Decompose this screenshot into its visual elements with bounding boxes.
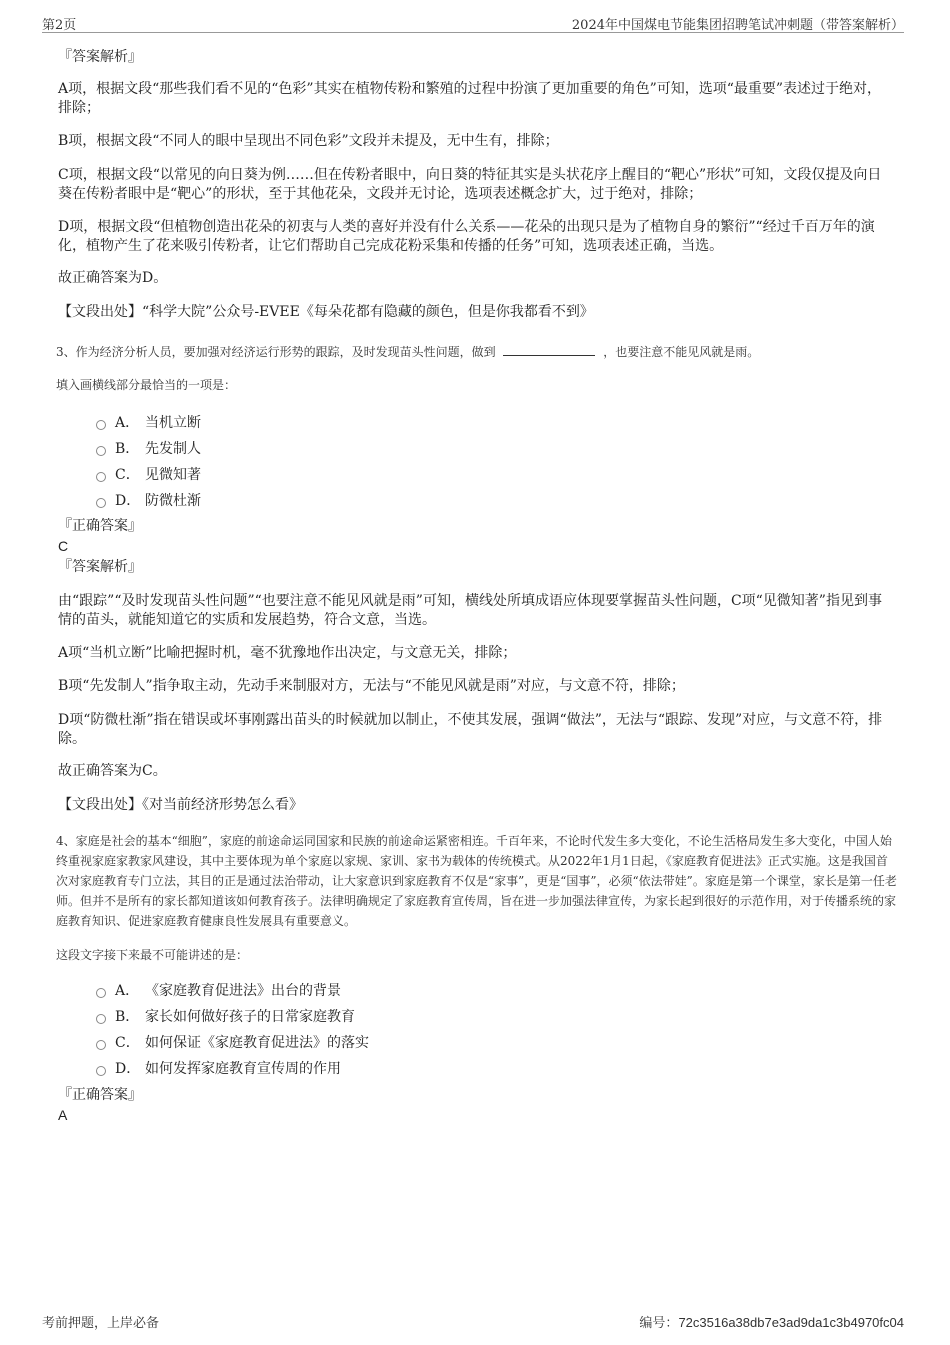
q2-source: 【文段出处】“科学大院”公众号-EVEE《每朵花都有隐藏的颜色，但是你我都看不到》 (58, 304, 594, 320)
option-letter: D． (115, 493, 141, 509)
q4-prompt: 这段文字接下来最不可能讲述的是： (56, 948, 249, 962)
option-text: 见微知著 (145, 467, 201, 483)
footer-code-value: 72c3516a38db7e3ad9da1c3b4970fc04 (678, 1315, 904, 1330)
radio-icon[interactable] (96, 1066, 106, 1076)
q3-stem-after: ，也要注意不能见风就是雨。 (603, 345, 760, 359)
q3-answer: C (58, 538, 69, 554)
q3-option-b[interactable] (96, 438, 201, 458)
q3-analysis-b: B项“先发制人”指争取主动，先动手来制服对方，无法与“不能见风就是雨”对应，与文意不符，排除； (58, 678, 685, 694)
q3-source: 【文段出处】《对当前经济形势怎么看》 (58, 797, 303, 813)
option-text: 家长如何做好孩子的日常家庭教育 (145, 1009, 355, 1025)
q4-option-d[interactable] (96, 1058, 341, 1078)
page-number: 第2页 (42, 18, 77, 33)
option-text: 《家庭教育促进法》出台的背景 (145, 983, 341, 999)
radio-icon[interactable] (96, 472, 106, 482)
q2-analysis-d: D项，根据文段“但植物创造出花朵的初衷与人类的喜好并没有什么关系——花朵的出现只是为了植物自身的繁衍”“经过千百万年的演化，植物产生了花来吸引传粉者，让它们帮助自己完成花粉采集和传播的任务”可知，选项表述正确，当选。 (58, 219, 875, 254)
radio-icon[interactable] (96, 420, 106, 430)
option-letter: C． (115, 467, 140, 483)
q4-answer: A (58, 1107, 68, 1123)
q3-analysis-1: 由“跟踪”“及时发现苗头性问题”“也要注意不能见风就是雨”可知，横线处所填成语应体现要掌握苗头性问题，C项“见微知著”指见到事情的苗头，就能知道它的实质和发展趋势，符合文意，当选。 (58, 593, 882, 628)
q3-option-d[interactable] (96, 490, 201, 510)
option-letter: C． (115, 1035, 140, 1051)
q3-analysis-title: 『答案解析』 (58, 559, 142, 575)
q3-option-c[interactable] (96, 464, 201, 484)
q3-analysis-a: A项“当机立断”比喻把握时机，毫不犹豫地作出决定，与文意无关，排除； (58, 645, 517, 661)
footer-code (639, 1312, 904, 1331)
option-letter: B． (115, 1009, 140, 1025)
radio-icon[interactable] (96, 1040, 106, 1050)
option-letter: D． (115, 1061, 141, 1077)
option-text: 防微杜渐 (145, 493, 201, 509)
option-text: 如何保证《家庭教育促进法》的落实 (145, 1035, 369, 1051)
radio-icon[interactable] (96, 988, 106, 998)
q2-analysis-a: A项，根据文段“那些我们看不见的“色彩”其实在植物传粉和繁殖的过程中扮演了更加重要的角色”可知，选项“最重要”表述过于绝对，排除； (58, 81, 882, 116)
option-text: 先发制人 (145, 441, 201, 457)
radio-icon[interactable] (96, 446, 106, 456)
q2-conclusion: 故正确答案为D。 (58, 270, 168, 286)
q3-analysis-d: D项“防微杜渐”指在错误或坏事刚露出苗头的时候就加以制止，不使其发展，强调“做法”，无法与“跟踪、发现”对应，与文意不符，排除。 (58, 712, 883, 747)
q3-option-a[interactable] (96, 412, 201, 432)
q4-option-c[interactable] (96, 1032, 369, 1052)
q4-answer-title: 『正确答案』 (58, 1087, 142, 1103)
q4-option-b[interactable] (96, 1006, 355, 1026)
footer-slogan: 考前押题，上岸必备 (42, 1316, 160, 1331)
option-text: 当机立断 (145, 415, 201, 431)
q4-option-a[interactable] (96, 980, 341, 1000)
q4-stem: 4、家庭是社会的基本“细胞”，家庭的前途命运同国家和民族的前途命运紧密相连。千百年来，不论时代发生多大变化，不论生活格局发生多大变化，中国人始终重视家庭家教家风建设，其中主要体现为单个家庭以家规、家训、家书为载体的传统模式。从2022年1月1日起，《家庭教育促进法》正式实施。这是我国首次对家庭教育专门立法，其目的正是通过法治带动，让大家意识到家庭教育不仅是“家事”，更是“国事”，必须“依法带娃”。家庭是第一个课堂，家长是第一任老师。但并不是所有的家长都知道该如何教育孩子。法律明确规定了家庭教育宣传周，旨在进一步加强法律宣传，为家长起到很好的示范作用，对于传播系统的家庭教育知识、促进家庭教育健康良性发展具有重要意义。 (56, 834, 897, 928)
q3-blank (503, 343, 595, 356)
q3-stem-before: 3、作为经济分析人员，要加强对经济运行形势的跟踪，及时发现苗头性问题，做到 (56, 345, 496, 359)
q3-stem (56, 342, 898, 362)
q3-answer-title: 『正确答案』 (58, 518, 142, 534)
q2-analysis-b: B项，根据文段“不同人的眼中呈现出不同色彩”文段并未提及，无中生有，排除； (58, 133, 559, 149)
radio-icon[interactable] (96, 1014, 106, 1024)
footer-code-label: 编号： (639, 1316, 679, 1331)
document-title: 2024年中国煤电节能集团招聘笔试冲刺题（带答案解析） (571, 18, 904, 33)
q2-analysis-c: C项，根据文段“以常见的向日葵为例……但在传粉者眼中，向日葵的特征其实是头状花序上醒目的“靶心”形状”可知，文段仅提及向日葵在传粉者眼中是“靶心”的形状，至于其他花朵，文段并无讨论，选项表述概念扩大，过于绝对，排除； (58, 167, 882, 202)
radio-icon[interactable] (96, 498, 106, 508)
q3-prompt: 填入画横线部分最恰当的一项是： (56, 378, 237, 392)
header-divider (42, 32, 904, 33)
option-letter: A． (115, 983, 140, 999)
option-letter: A． (115, 415, 140, 431)
q3-conclusion: 故正确答案为C。 (58, 763, 167, 779)
option-text: 如何发挥家庭教育宣传周的作用 (145, 1061, 341, 1077)
q2-analysis-title: 『答案解析』 (58, 49, 142, 65)
option-letter: B． (115, 441, 140, 457)
